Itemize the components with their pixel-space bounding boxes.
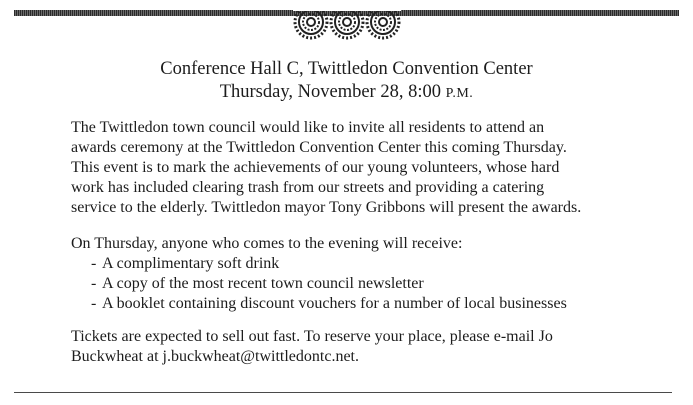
list-item-text: A copy of the most recent town council newsletter (102, 275, 424, 292)
list-item (71, 294, 671, 314)
date-time-text: Thursday, November 28, 8:00 (219, 82, 441, 102)
event-header (0, 58, 693, 105)
text-line: Tickets are expected to sell out fast. To reserve your place, please e-mail Jo (71, 328, 553, 345)
venue-line: Conference Hall C, Twittledon Convention Center (160, 59, 533, 79)
circle-ornament-icon (293, 4, 401, 40)
list-item-text: A complimentary soft drink (102, 255, 280, 272)
list-item (71, 254, 671, 274)
text-line: work has included clearing trash from our streets and providing a catering (71, 179, 545, 196)
bottom-divider (14, 392, 672, 393)
bullet-dash: - (91, 275, 97, 292)
text-line: The Twittledon town council would like to invite all residents to attend an (71, 119, 545, 136)
date-time-line (0, 81, 693, 105)
time-suffix: P.M. (445, 86, 474, 101)
bullet-dash: - (91, 295, 97, 312)
invitation-paragraph (71, 118, 671, 218)
offer-intro-paragraph: On Thursday, anyone who comes to the evening will receive: (71, 235, 463, 252)
closing-paragraph (71, 327, 671, 367)
text-line: Buckwheat at j.buckwheat@twittledontc.net. (71, 348, 359, 365)
list-item-text: A booklet containing discount vouchers for a number of local businesses (102, 295, 567, 312)
bullet-dash: - (91, 255, 97, 272)
text-line: awards ceremony at the Twittledon Convention Center this coming Thursday. (71, 139, 567, 156)
text-line: This event is to mark the achievements of our young volunteers, whose hard (71, 159, 560, 176)
gift-list (71, 254, 671, 314)
text-line: service to the elderly. Twittledon mayor Tony Gribbons will present the awards. (71, 199, 582, 216)
list-item (71, 274, 671, 294)
